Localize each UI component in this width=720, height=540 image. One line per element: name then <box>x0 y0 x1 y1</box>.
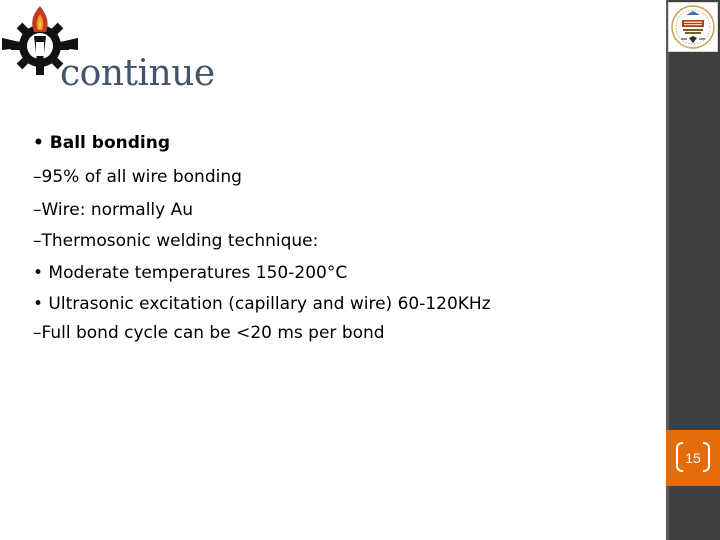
sub-bullet-bond-cycle: –Full bond cycle can be <20 ms per bond <box>33 323 385 343</box>
institution-seal-graphic <box>669 3 717 51</box>
sub-bullet-wire-bonding-share: –95% of all wire bonding <box>33 167 242 187</box>
page-number: 15 <box>685 450 701 466</box>
slide-title: continue <box>60 53 215 94</box>
institution-seal-icon <box>668 2 718 52</box>
bullet-ball-bonding: • Ball bonding <box>33 133 171 153</box>
sub-bullet-welding-technique: –Thermosonic welding technique: <box>33 231 319 251</box>
right-bracket-icon <box>703 442 710 472</box>
sub-bullet-wire-material: –Wire: normally Au <box>33 200 194 220</box>
bullet-ultrasonic-excitation: • Ultrasonic excitation (capillary and wire) 60-120KHz <box>33 294 491 314</box>
page-number-badge <box>666 430 720 486</box>
bullet-temperatures: • Moderate temperatures 150-200°C <box>33 263 348 283</box>
